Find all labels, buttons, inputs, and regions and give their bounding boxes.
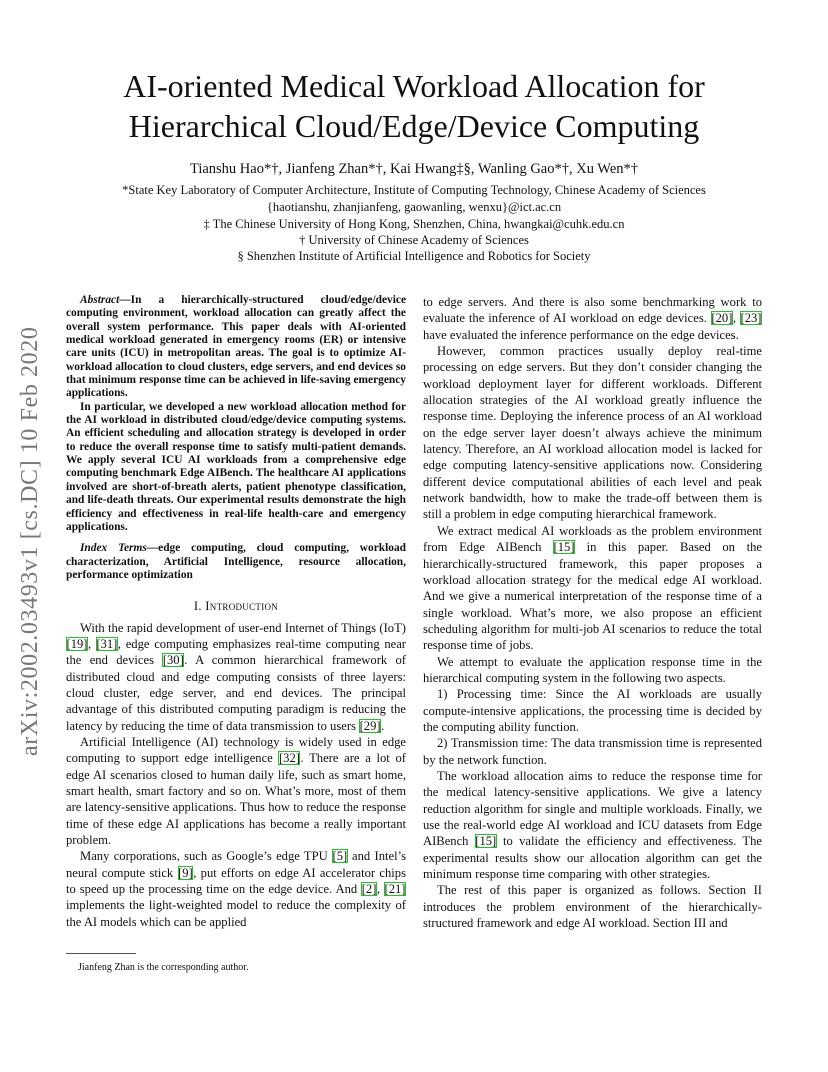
right-paragraph-6: The workload allocation aims to reduce the response time for the medical latency-sensitive applications. We give a latency reduction algorithm for single and multiple workloads. Finally, we use the real-world edge AI workload and ICU datasets from Edge AIBench [15] to validate the efficiency and effectiveness. The experimental results show our allocation algorithm can get the minimum response time comparing with other strategies. <box>423 768 762 882</box>
affiliation-2: ‡ The Chinese University of Hong Kong, Shenzhen, China, hwangkai@cuhk.edu.cn <box>203 217 625 231</box>
right-paragraph-7: The rest of this paper is organized as follows. Section II introduces the problem environment of the hierarchically-structured framework and edge AI workload. Section III and <box>423 883 762 931</box>
citation-link[interactable]: [30] <box>162 653 184 668</box>
intro-paragraph-3: Many corporations, such as Google’s edge TPU [5] and Intel’s neural compute stick [9], put efforts on edge AI accelerator chips to speed up the processing time on the edge device. And [2], [21] implements the light-weighted model to reduce the complexity of the AI models which can be applied <box>66 849 406 929</box>
author-list: Tianshu Hao*†, Jianfeng Zhan*†, Kai Hwang‡§, Wanling Gao*†, Xu Wen*† <box>189 161 639 177</box>
title-line-1: AI-oriented Medical Workload Allocation for <box>123 68 705 104</box>
citation-link[interactable]: [31] <box>96 636 118 651</box>
footnote: Jianfeng Zhan is the corresponding author. <box>78 962 249 973</box>
abstract-paragraph-2: In particular, we developed a new workload allocation method for the AI workload in distributed cloud/edge/device computing systems. An efficient scheduling and allocation strategy is developed in order to reduce the overall response time to satisfy multi-patient demands. We apply several ICU AI workloads from a comprehensive edge computing benchmark Edge AIBench. The healthcare AI applications involved are short-of-breath alerts, patient phenotype classification, and life-death threats. Our experimental results demonstrate the high efficiency and effectiveness in real-life health-care and emergency applications. <box>66 400 406 533</box>
affiliation-3: † University of Chinese Academy of Sciences <box>299 233 529 247</box>
arxiv-sidebar-stamp <box>14 286 54 756</box>
affiliation-emails: {haotianshu, zhanjianfeng, gaowanling, wenxu}@ict.ac.cn <box>266 200 562 214</box>
intro-paragraph-2: Artificial Intelligence (AI) technology is widely used in edge computing to support edge intelligence [32]. There are a lot of edge AI scenarios closed to human daily life, such as smart home, smart health, smart factory and so on. What’s more, most of them are latency-sensitive applications. Thus how to reduce the response time of these edge AI applications has become a really important problem. <box>66 734 406 848</box>
index-terms-label: Index Terms <box>80 542 147 555</box>
affiliation-1: *State Key Laboratory of Computer Architecture, Institute of Computing Technology, Chinese Academy of Sciences <box>122 183 706 197</box>
index-terms: Index Terms—edge computing, cloud computing, workload characterization, Artificial Intelligence, resource allocation, performance optimization <box>66 542 406 581</box>
paper-title <box>60 66 768 146</box>
citation-link[interactable]: [20] <box>711 311 733 326</box>
citation-link[interactable]: [19] <box>66 636 88 651</box>
right-paragraph-3: We attempt to evaluate the application response time in the hierarchical computing system in the following two aspects. <box>423 654 762 685</box>
abstract-paragraph-1: Abstract—In a hierarchically-structured cloud/edge/device computing environment, workload allocation can greatly affect the overall system performance. This paper deals with AI-oriented medical workload generated in emergency rooms (ER) or intensive care units (ICU) in metropolitan areas. The goal is to optimize AI-workload allocation to cloud clusters, edge servers, and end devices so that minimum response time can be achieved in life-saving emergency applications. <box>66 294 406 400</box>
right-paragraph-4: 1) Processing time: Since the AI workloads are usually compute-intensive applications, the processing time is decided by the computing ability function. <box>423 687 762 734</box>
right-paragraph-1: However, common practices usually deploy real-time processing on edge servers. But they don’t consider changing the workload deployment layer for different workloads. Different allocation strategies of the AI workload greatly influence the response time. Deploying the inference process of an AI workload on the edge server layer doesn’t always achieve the minimum latency. Therefore, an AI workload allocation model is lacked for edge computing latency-sensitive applications now. Considering different device computational abilities of each level and peak network bandwidth, how to make the trade-off between them is still a problem in edge computing hierarchical framework. <box>423 344 762 522</box>
right-paragraph-0: to edge servers. And there is also some benchmarking work to evaluate the inference of AI workload on edge devices. [20], [23] have evaluated the inference performance on the edge devices. <box>423 295 762 342</box>
citation-link[interactable]: [15] <box>553 540 575 555</box>
citation-link[interactable]: [29] <box>359 718 381 733</box>
citation-link[interactable]: [2] <box>361 882 377 897</box>
footnote-rule <box>66 953 136 954</box>
section-heading-introduction: I. Introduction <box>193 599 279 614</box>
citation-link[interactable]: [21] <box>384 882 406 897</box>
abstract-label: Abstract <box>80 294 120 306</box>
citation-link[interactable]: [23] <box>740 311 762 326</box>
affiliation-4: § Shenzhen Institute of Artificial Intelligence and Robotics for Society <box>237 249 591 263</box>
citation-link[interactable]: [32] <box>278 751 300 766</box>
arxiv-id: arXiv:2002.03493v1 [cs.DC] 10 Feb 2020 <box>17 326 43 756</box>
right-column <box>423 294 762 931</box>
citation-link[interactable]: [15] <box>475 834 497 849</box>
intro-paragraph-1: With the rapid development of user-end Internet of Things (IoT) [19], [31], edge computing emphasizes real-time computing near the end devices [30]. A common hierarchical framework of distributed cloud and edge computing consists of three layers: cloud cluster, edge server, and end devices. The principal advantage of this distributed computing paradigm is reducing the latency by reducing the time of data transmission to users [29]. <box>66 620 407 733</box>
abstract <box>66 294 406 582</box>
right-paragraph-2: We extract medical AI workloads as the problem environment from Edge AIBench [15] in this paper. Based on the hierarchically-structured framework, this paper proposes a workload allocation strategy for the medical edge AI workload. And we give a numerical interpretation of the response time of a single workload. What’s more, we also propose an efficient scheduling algorithm for multi-job AI scenarios to reduce the total response time of jobs. <box>423 523 762 653</box>
left-column <box>66 294 406 930</box>
citation-link[interactable]: [9] <box>178 865 193 880</box>
citation-link[interactable]: [5] <box>332 849 348 864</box>
title-line-2: Hierarchical Cloud/Edge/Device Computing <box>128 108 700 144</box>
right-paragraph-5: 2) Transmission time: The data transmission time is represented by the network function. <box>423 736 762 767</box>
